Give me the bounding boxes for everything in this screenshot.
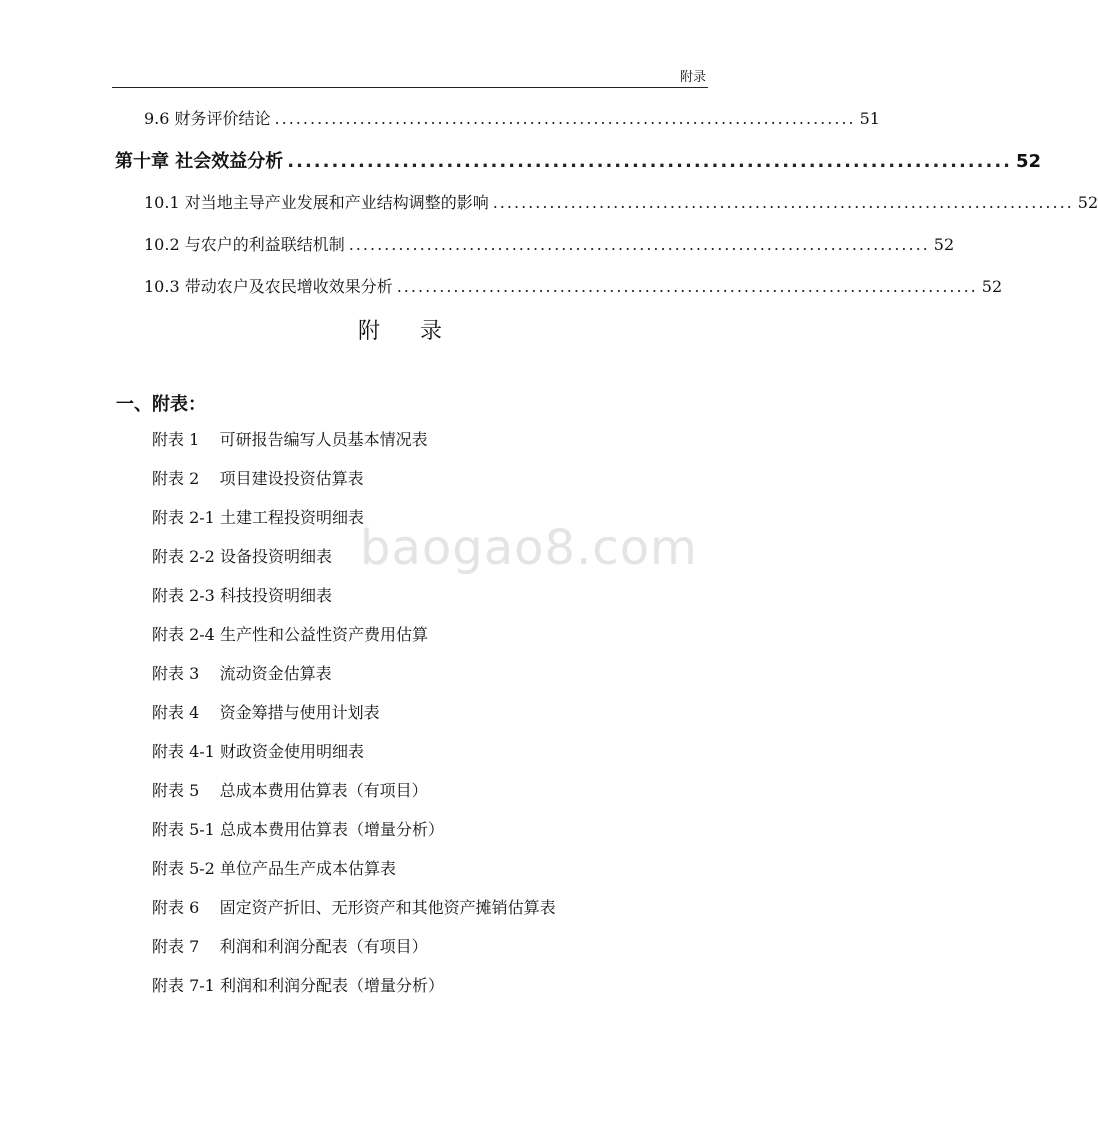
toc-entry-title: 10.2 与农户的利益联结机制 <box>144 235 345 254</box>
toc-entry-page: 52 <box>1016 151 1042 172</box>
appendix-item: 附表 4 资金筹措与使用计划表 <box>152 703 380 722</box>
toc-leader-dots: .................................................................................. <box>348 235 930 254</box>
appendix-item: 附表 3 流动资金估算表 <box>152 664 332 683</box>
appendix-item: 附表 1 可研报告编写人员基本情况表 <box>152 430 428 449</box>
appendix-item: 附表 6 固定资产折旧、无形资产和其他资产摊销估算表 <box>152 898 556 917</box>
appendix-item: 附表 2-1 土建工程投资明细表 <box>152 508 364 527</box>
toc-entry-page: 52 <box>933 235 955 254</box>
toc-leader-dots: .................................................................................. <box>274 109 856 128</box>
toc-entry-title: 10.1 对当地主导产业发展和产业结构调整的影响 <box>144 193 489 212</box>
toc-entry[interactable] <box>144 232 955 255</box>
toc-entry-page: 52 <box>1077 193 1098 212</box>
appendix-item: 附表 2 项目建设投资估算表 <box>152 469 364 488</box>
toc-entry-title: 第十章 社会效益分析 <box>115 151 284 172</box>
appendix-item: 附表 5 总成本费用估算表（有项目） <box>152 781 428 800</box>
toc-entry[interactable] <box>144 274 1003 297</box>
toc-leader-dots: .................................................................................. <box>287 151 1012 172</box>
appendix-item: 附表 2-2 设备投资明细表 <box>152 547 332 566</box>
toc-entry[interactable] <box>144 106 880 129</box>
toc-entry-page: 52 <box>981 277 1003 296</box>
toc-chapter-entry[interactable] <box>115 147 1042 173</box>
appendix-item: 附表 4-1 财政资金使用明细表 <box>152 742 364 761</box>
toc-leader-dots: .................................................................................. <box>492 193 1074 212</box>
toc-entry[interactable] <box>144 190 1098 213</box>
watermark: baogao8.com <box>360 520 698 576</box>
appendix-title: 附录 <box>357 319 482 344</box>
appendix-item: 附表 5-2 单位产品生产成本估算表 <box>152 859 396 878</box>
header-text: 附录 <box>679 70 706 85</box>
appendix-item: 附表 5-1 总成本费用估算表（增量分析） <box>152 820 444 839</box>
toc-leader-dots: .................................................................................. <box>396 277 978 296</box>
appendix-item: 附表 7-1 利润和利润分配表（增量分析） <box>152 976 444 995</box>
section-heading: 一、附表： <box>116 394 206 415</box>
toc-entry-title: 10.3 带动农户及农民增收效果分析 <box>144 277 393 296</box>
appendix-item: 附表 7 利润和利润分配表（有项目） <box>152 937 428 956</box>
page-header <box>112 66 708 88</box>
appendix-item: 附表 2-4 生产性和公益性资产费用估算 <box>152 625 428 644</box>
toc-entry-page: 51 <box>859 109 880 128</box>
toc-entry-title: 9.6 财务评价结论 <box>144 109 271 128</box>
appendix-table-list <box>152 427 556 1012</box>
appendix-item: 附表 2-3 科技投资明细表 <box>152 586 332 605</box>
